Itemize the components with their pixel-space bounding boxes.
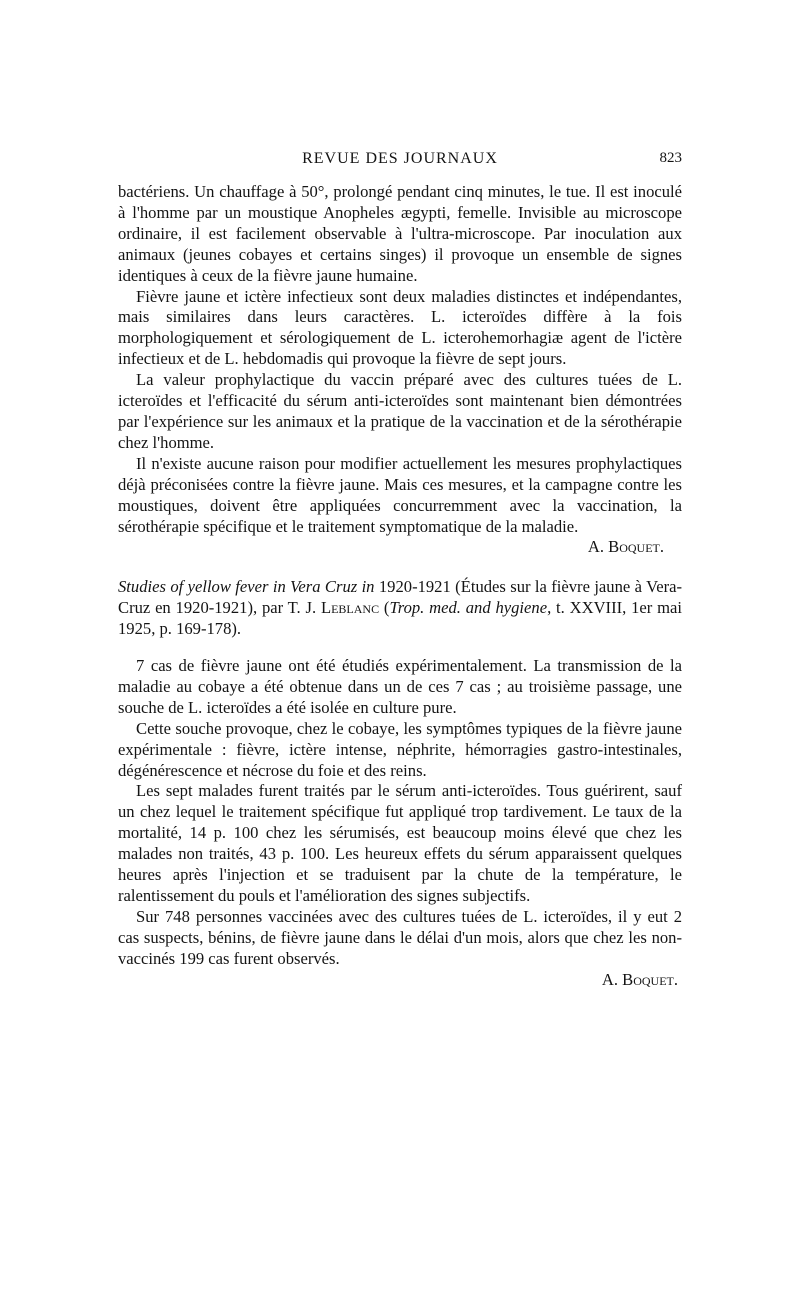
article2-author: Leblanc <box>320 598 380 618</box>
running-title: REVUE DES JOURNAUX <box>302 150 498 167</box>
article2-citation: , t. XXVIII, 1er mai 1925, p. 169-178). <box>118 598 682 639</box>
page-number: 823 <box>659 150 682 166</box>
article1-paragraph-3: La valeur prophylactique du vaccin préparé avec des cultures tuées de L. icteroïdes et l'efficacité du sérum anti-icteroïdes sont maintenant bien démontrées par l'expérience sur les animaux et la pratique de la vaccination et de la sérothérapie chez l'homme. <box>118 370 682 452</box>
article2-paragraph-3: Les sept malades furent traités par le sérum anti-icteroïdes. Tous guérirent, sauf un chez lequel le traitement spécifique fut appliqué trop tardivement. Le taux de la mortalité, 14 p. 100 chez les sérumisés, est beaucoup moins élevé que chez les malades non traités, 43 p. 100. Les heureux effets du sérum apparaissent quelques heures après l'injection et se traduisent par la chute de la température, le ralentissement du pouls et l'amélioration des signes subjectifs. <box>118 781 682 905</box>
page-header <box>118 150 682 172</box>
page-body <box>118 182 682 991</box>
article2-signature: A. Boquet. <box>601 969 678 989</box>
article2-title-italic: Studies of yellow fever in Vera Cruz in <box>118 577 375 597</box>
article1-paragraph-1: bactériens. Un chauffage à 50°, prolongé pendant cinq minutes, le tue. Il est inoculé à l'homme par un moustique Anopheles ægypti, femelle. Invisible au microscope ordinaire, il est facilement observable à l'ultra-microscope. Par inoculation aux animaux (jeunes cobayes et certains singes) il provoque un ensemble de signes identiques à ceux de la fièvre jaune humaine. <box>118 182 682 285</box>
article2-heading: Studies of yellow fever in Vera Cruz in 1920-1921 (Études sur la fièvre jaune à Vera-Cruz en 1920-1921), par T. J. Leblanc (Trop. med. and hygiene, t. XXVIII, 1er mai 1925, p. 169-178). <box>118 577 683 639</box>
article2-title-years: 1920-1921 <box>378 577 451 597</box>
article2-paragraph-1: 7 cas de fièvre jaune ont été étudiés expérimentalement. La transmission de la maladie au cobaye a été obtenue dans un de ces 7 cas ; au troisième passage, une souche de L. icteroïdes a été isolée en culture pure. <box>118 656 682 717</box>
article1-paragraph-4: Il n'existe aucune raison pour modifier actuellement les mesures prophylactiques déjà préconisées contre la fièvre jaune. Mais ces mesures, et la campagne contre les moustiques, doivent être appliquées concurremment avec la vaccination, la sérothérapie spécifique et le traitement symptomatique de la maladie. <box>118 453 682 536</box>
article1-paragraph-2: Fièvre jaune et ictère infectieux sont deux maladies distinctes et indépendantes, mais similaires dans leurs caractères. L. icteroïdes diffère à la fois morphologiquement et sérologiquement de L. icterohemorhagiæ agent de l'ictère infectieux et de L. hebdomadis qui provoque la fièvre de sept jours. <box>118 286 682 369</box>
article1-signature: A. Boquet. <box>587 537 664 557</box>
article2-journal: Trop. med. and hygiene <box>389 598 548 618</box>
article2-title-french: (Études sur la fièvre jaune à Vera-Cruz en 1920-1921), par T. J. <box>118 577 683 618</box>
article2-paragraph-2: Cette souche provoque, chez le cobaye, les symptômes typiques de la fièvre jaune expérimentale : fièvre, ictère intense, néphrite, hémorragies gastro-intestinales, dégénérescence et nécrose du foie et des reins. <box>118 718 682 780</box>
article2-paragraph-4: Sur 748 personnes vaccinées avec des cultures tuées de L. icteroïdes, il y eut 2 cas suspects, bénins, de fièvre jaune dans le délai d'un mois, alors que chez les non-vaccinés 199 cas furent observés. <box>118 906 682 968</box>
